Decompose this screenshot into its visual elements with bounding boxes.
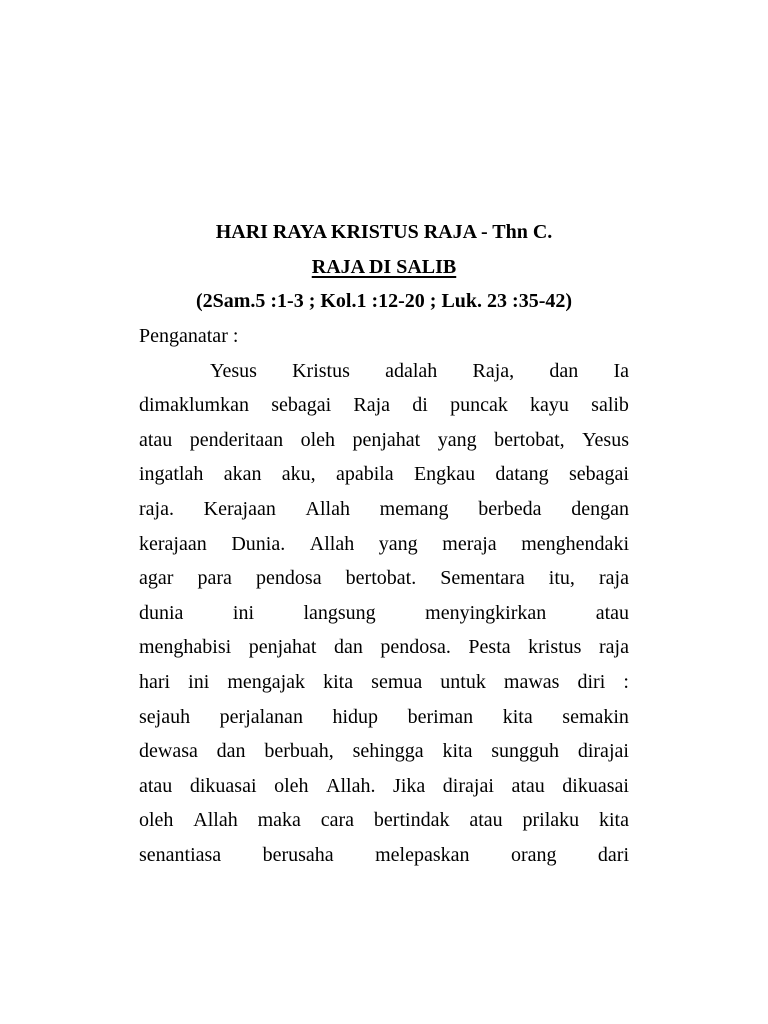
word: dunia [139, 601, 184, 624]
word: kita [502, 705, 533, 728]
word: bertindak [373, 809, 450, 832]
word: dikuasai [189, 774, 257, 797]
word: Yesus [210, 359, 257, 382]
word: raja. [139, 497, 174, 520]
word: Jika [393, 774, 426, 797]
word: mengajak [227, 670, 306, 693]
word: yang [437, 428, 477, 451]
word: mawas [503, 670, 560, 693]
word: Raja, [472, 359, 515, 382]
word: Ia [613, 359, 629, 382]
word: Dunia. [231, 532, 286, 555]
word: berbuah, [264, 740, 334, 763]
word: raja [599, 567, 629, 590]
word: Allah. [326, 774, 376, 797]
word: pendosa. [380, 636, 451, 659]
paragraph-line [139, 635, 629, 670]
word: Allah [309, 532, 355, 555]
word: meraja [442, 532, 497, 555]
word: berusaha [262, 843, 334, 866]
word: prilaku [522, 809, 580, 832]
word: semakin [562, 705, 629, 728]
document-title: HARI RAYA KRISTUS RAJA - Thn C. [215, 221, 553, 243]
word: dikuasai [562, 774, 629, 797]
word: perjalanan [219, 705, 303, 728]
word: Allah [193, 809, 238, 832]
section-label: Penganatar : [139, 325, 239, 347]
word: Sementara [440, 567, 525, 590]
paragraph [139, 359, 629, 878]
paragraph-line [139, 428, 629, 463]
word: dewasa [139, 740, 198, 763]
word: semua [371, 670, 423, 693]
word: raja [598, 636, 629, 659]
word: sebagai [271, 394, 332, 417]
word: cara [320, 809, 355, 832]
word: dirajai [442, 774, 494, 797]
word: diri [577, 670, 606, 693]
paragraph-line [139, 808, 629, 843]
word: kita [323, 670, 354, 693]
word: itu, [548, 567, 575, 590]
word: puncak [450, 394, 508, 417]
paragraph-line [139, 393, 629, 428]
word: atau [595, 601, 629, 624]
word: ini [232, 601, 255, 624]
word: atau [139, 428, 173, 451]
word: oleh [139, 809, 174, 832]
paragraph-line [139, 462, 629, 497]
word: salib [591, 394, 629, 417]
word: dimaklumkan [139, 394, 249, 417]
word: hidup [332, 705, 379, 728]
paragraph-line [139, 670, 629, 705]
word: ingatlah [139, 463, 204, 486]
word: pendosa [256, 567, 322, 590]
word: dirajai [577, 740, 629, 763]
word: hari [139, 670, 171, 693]
paragraph-line [139, 497, 629, 532]
word: oleh [274, 774, 309, 797]
paragraph-line [139, 601, 629, 636]
word: bertobat, [494, 428, 565, 451]
paragraph-line [139, 532, 629, 567]
word: dan [216, 740, 246, 763]
word: sehingga [352, 740, 424, 763]
word: kita [442, 740, 473, 763]
word: kita [599, 809, 629, 832]
word: memang [379, 497, 449, 520]
word: Kristus [292, 359, 350, 382]
paragraph-line [139, 843, 629, 878]
word: kayu [530, 394, 569, 417]
word: beriman [407, 705, 474, 728]
word: dan [333, 636, 363, 659]
word: aku, [281, 463, 316, 486]
word: Raja [353, 394, 391, 417]
word: apabila [335, 463, 394, 486]
word: kerajaan [139, 532, 207, 555]
word: senantiasa [139, 843, 222, 866]
word: penjahat [248, 636, 317, 659]
word: kristus [528, 636, 582, 659]
word: untuk [440, 670, 486, 693]
word: Allah [305, 497, 350, 520]
word: orang [510, 843, 557, 866]
word: langsung [303, 601, 376, 624]
word: Pesta [468, 636, 511, 659]
word: sungguh [491, 740, 560, 763]
word: menghendaki [521, 532, 629, 555]
word: ini [188, 670, 210, 693]
word: akan [223, 463, 262, 486]
word: Engkau [413, 463, 476, 486]
word: atau [469, 809, 503, 832]
word: Kerajaan [203, 497, 276, 520]
word: Yesus [582, 428, 629, 451]
paragraph-line [139, 705, 629, 740]
word: dari [597, 843, 629, 866]
word: datang [495, 463, 549, 486]
word: penderitaan [189, 428, 284, 451]
word: sejauh [139, 705, 191, 728]
word: para [197, 567, 232, 590]
word: menyingkirkan [425, 601, 547, 624]
word: melepaskan [375, 843, 470, 866]
word: adalah [385, 359, 438, 382]
word: oleh [300, 428, 335, 451]
paragraph-line [139, 739, 629, 774]
word: penjahat [352, 428, 421, 451]
word: sebagai [568, 463, 629, 486]
word: atau [511, 774, 545, 797]
word: : [623, 670, 629, 693]
word: dan [549, 359, 579, 382]
paragraph-line [139, 774, 629, 809]
word: atau [139, 774, 173, 797]
word: dengan [571, 497, 629, 520]
body-text [139, 324, 629, 878]
scripture-references: (2Sam.5 :1-3 ; Kol.1 :12-20 ; Luk. 23 :35-42) [195, 290, 573, 312]
word: menghabisi [139, 636, 232, 659]
paragraph-line [139, 359, 629, 394]
word: maka [257, 809, 301, 832]
word: di [412, 394, 428, 417]
paragraph-line [139, 566, 629, 601]
word: bertobat. [345, 567, 417, 590]
document-subtitle: RAJA DI SALIB [311, 256, 457, 278]
word: agar [139, 567, 174, 590]
word: berbeda [478, 497, 542, 520]
word: yang [378, 532, 418, 555]
